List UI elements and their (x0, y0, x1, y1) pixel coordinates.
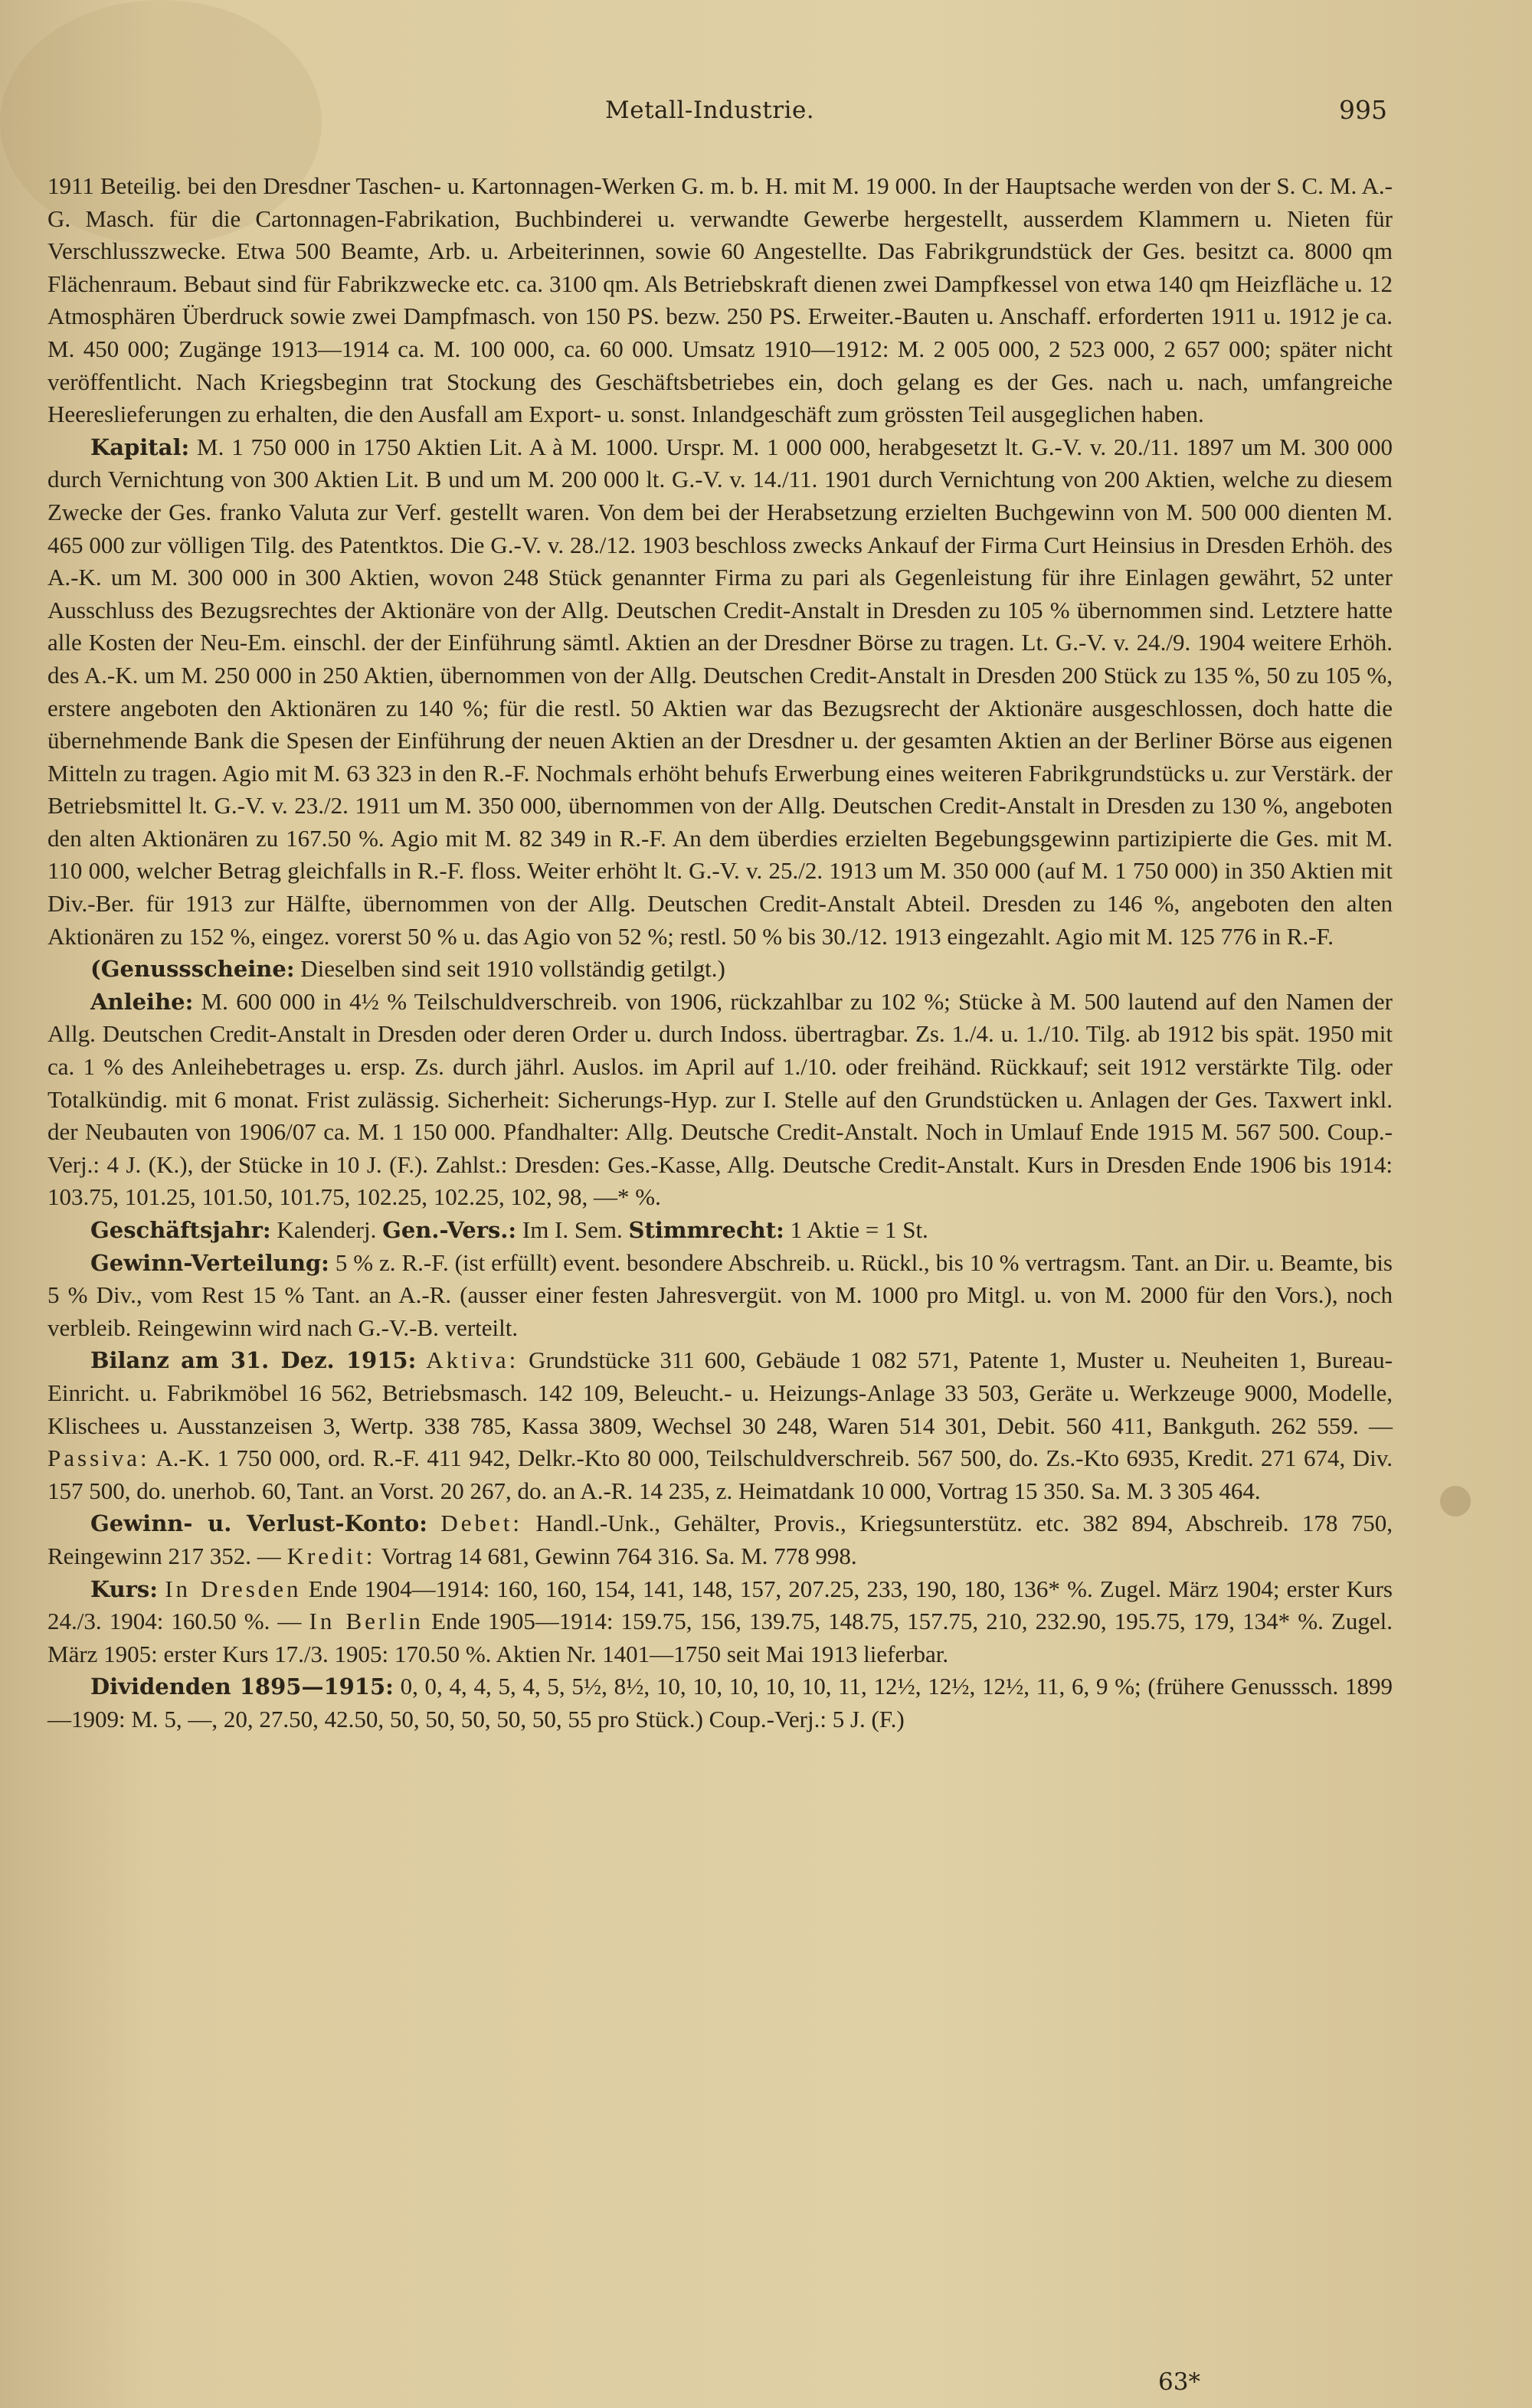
geschaeftsjahr-text: Kalenderj. (270, 1216, 383, 1243)
geschaeftsjahr-label: Geschäftsjahr: (90, 1217, 271, 1243)
kurs-dresden-word: In Dresden (165, 1575, 302, 1602)
genvers-text: Im I. Sem. (516, 1216, 629, 1243)
anleihe-paragraph (47, 986, 1393, 1214)
running-head (0, 97, 1532, 127)
genvers-label: Gen.-Vers.: (382, 1217, 517, 1243)
kapital-text: M. 1 750 000 in 1750 Aktien Lit. A à M. 1000. Urspr. M. 1 000 000, herabgesetzt lt. G.-V. v. 20./11. 1897 um M. 300 000 durch Vernichtung von 300 Aktien Lit. B und um M. 200 000 lt. G.-V. v. 14./11. 1901 durch Vernichtung von 200 Aktien, welche zu diesem Zwecke der Ges. franko Valuta zur Verf. gestellt waren. Von dem bei der Herabsetzung erzielten Buchgewinn von M. 500 000 dienten M. 465 000 zur völligen Tilg. des Patentktos. Die G.-V. v. 28./12. 1903 beschloss zwecks Ankauf der Firma Curt Heinsius in Dresden Erhöh. des A.-K. um M. 300 000 in 300 Aktien, wovon 248 Stück genannter Firma zu pari als Gegenleistung für ihre Einlagen gewährt, 52 unter Ausschluss des Bezugsrechtes der Aktionäre von der Allg. Deutschen Credit-Anstalt in Dresden zu 105 % übernommen sind. Letztere hatte alle Kosten der Neu-Em. einschl. der der Einführung sämtl. Aktien an der Dresdner Börse zu tragen. Lt. G.-V. v. 24./9. 1904 weitere Erhöh. des A.-K. um M. 250 000 in 250 Aktien, übernommen von der Allg. Deutschen Credit-Anstalt in Dresden 200 Stück zu 135 %, 50 zu 105 %, erstere angeboten den Aktionären zu 140 %; für die restl. 50 Aktien war das Bezugsrecht der Aktionäre ausgeschlossen, doch hatte die übernehmende Bank die Spesen der Einführung der neuen Aktien an der Dresdner u. der gesamten Aktien an der Berliner Börse aus eigenen Mitteln zu tragen. Agio mit M. 63 323 in den R.-F. Nochmals erhöht behufs Erwerbung eines weiteren Fabrikgrundstücks u. zur Verstärk. der Betriebsmittel lt. G.-V. v. 23./2. 1911 um M. 350 000, übernommen von der Allg. Deutschen Credit-Anstalt in Dresden zu 130 %, angeboten den alten Aktionären zu 167.50 %. Agio mit M. 82 349 in R.-F. An dem überdies erzielten Begebungsgewinn partizipierte die Ges. mit M. 110 000, welcher Betrag gleichfalls in R.-F. floss. Weiter erhöht lt. G.-V. v. 25./2. 1913 um M. 350 000 (auf M. 1 750 000) in 350 Aktien mit Div.-Ber. für 1913 zur Hälfte, übernommen von der Allg. Deutschen Credit-Anstalt Abteil. Dresden zu 146 %, angeboten den alten Aktionären zu 152 %, eingez. vorerst 50 % u. das Agio von 52 %; restl. 50 % bis 30./12. 1913 eingezahlt. Agio mit M. 125 776 in R.-F. (47, 433, 1393, 950)
kapital-label: Kapital: (90, 434, 190, 460)
genussscheine-text: Dieselben sind seit 1910 vollständig getilgt.) (294, 955, 725, 983)
stimmrecht-text: 1 Aktie = 1 St. (784, 1216, 928, 1243)
kurs-paragraph (47, 1573, 1393, 1671)
kurs-dresden-text: Ende 1904—1914: 160, 160, 154, 141, 148, 157, 207.25, 233, 190, 180, 136* %. Zugel. März 1904; erster Kurs 24./3. 1904: 160.50 %. — (47, 1575, 1393, 1635)
gewinn-verteilung-label: Gewinn-Verteilung: (90, 1249, 329, 1276)
bilanz-aktiva-word: Aktiva: (426, 1346, 519, 1374)
guv-label: Gewinn- u. Verlust-Konto: (90, 1510, 427, 1537)
meta-paragraph (47, 1214, 1393, 1247)
genussscheine-label: (Genussscheine: (90, 956, 295, 983)
body-text (47, 170, 1393, 1736)
running-title: Metall-Industrie. (605, 97, 815, 124)
dividenden-paragraph (47, 1670, 1393, 1736)
anleihe-text: M. 600 000 in 4½ % Teilschuldverschreib. von 1906, rückzahlbar zu 102 %; Stücke à M. 500 lautend auf den Namen der Allg. Deutschen Credit-Anstalt in Dresden oder deren Order u. durch Indoss. übertragbar. Zs. 1./4. u. 1./10. Tilg. ab 1912 bis spät. 1950 mit ca. 1 % des Anleihebetrages u. ersp. Zs. durch jährl. Auslos. im April auf 1./10. oder freihänd. Rückkauf; seit 1912 verstärkte Tilg. oder Totalkündig. mit 6 monat. Frist zulässig. Sicherheit: Sicherungs-Hyp. zur I. Stelle auf den Grundstücken u. Anlagen der Ges. Taxwert inkl. der Neubauten von 1906/07 ca. M. 1 150 000. Pfandhalter: Allg. Deutsche Credit-Anstalt. Noch in Umlauf Ende 1915 M. 567 500. Coup.-Verj.: 4 J. (K.), der Stücke in 10 J. (F.). Zahlst.: Dresden: Ges.-Kasse, Allg. Deutsche Credit-Anstalt. Kurs in Dresden Ende 1906 bis 1914: 103.75, 101.25, 101.50, 101.75, 102.25, 102.25, 102, 98, —* %. (47, 987, 1393, 1211)
guv-debet-text: Handl.-Unk., Gehälter, Provis., Kriegsunterstütz. etc. 382 894, Abschreib. 178 750, Reingewinn 217 352. — (47, 1510, 1393, 1569)
kurs-berlin-text: Ende 1905—1914: 159.75, 156, 139.75, 148.75, 157.75, 210, 232.90, 195.75, 179, 134* %. Zugel. März 1905: erster Kurs 17./3. 1905: 170.50 %. Aktien Nr. 1401—1750 seit Mai 1913 lieferbar. (47, 1608, 1393, 1667)
guv-kredit-text: Vortrag 14 681, Gewinn 764 316. Sa. M. 778 998. (375, 1542, 857, 1569)
ink-spot (1440, 1486, 1471, 1516)
gewinn-verteilung-text: 5 % z. R.-F. (ist erfüllt) event. besondere Abschreib. u. Rückl., bis 10 % vertragsm. Tant. an Dir. u. Beamte, bis 5 % Div., vom Rest 15 % Tant. an A.-R. (ausser einer festen Jahresvergüt. von M. 1000 pro Mitgl. u. von M. 2000 für den Vors.), noch verbleib. Reingewinn wird nach G.-V.-B. verteilt. (47, 1248, 1393, 1341)
intro-paragraph: 1911 Beteilig. bei den Dresdner Taschen- u. Kartonnagen-Werken G. m. b. H. mit M. 19 000. In der Hauptsache werden von der S. C. M. A.-G. Masch. für die Cartonnagen-Fabrikation, Buchbinderei u. verwandte Gewerbe hergestellt, ausserdem Klammern u. Nieten für Verschlusszwecke. Etwa 500 Beamte, Arb. u. Arbeiterinnen, sowie 60 Angestellte. Das Fabrikgrundstück der Ges. besitzt ca. 8000 qm Flächenraum. Bebaut sind für Fabrikzwecke etc. ca. 3100 qm. Als Betriebskraft dienen zwei Dampfkessel von etwa 140 qm Heizfläche u. 12 Atmosphären Überdruck sowie zwei Dampfmasch. von 150 PS. bezw. 250 PS. Erweiter.-Bauten u. Anschaff. erforderten 1911 u. 1912 je ca. M. 450 000; Zugänge 1913—1914 ca. M. 100 000, ca. 60 000. Umsatz 1910—1912: M. 2 005 000, 2 523 000, 2 657 000; später nicht veröffentlicht. Nach Kriegsbeginn trat Stockung des Geschäftsbetriebes ein, doch gelang es der Ges. nach u. nach, umfangreiche Heereslieferungen zu erhalten, die den Ausfall am Export- u. sonst. Inlandgeschäft zum grössten Teil ausgeglichen haben. (47, 172, 1393, 428)
genussscheine-paragraph (47, 953, 1393, 986)
stimmrecht-label: Stimmrecht: (628, 1217, 784, 1243)
bilanz-passiva-word: Passiva: (47, 1444, 150, 1472)
bilanz-paragraph (47, 1344, 1393, 1507)
guv-kredit-word: Kredit: (286, 1542, 376, 1569)
kapital-paragraph (47, 431, 1393, 954)
printer-signature: 63* (1158, 2368, 1200, 2396)
dividenden-text: 0, 0, 4, 4, 5, 4, 5, 5½, 8½, 10, 10, 10, 10, 10, 11, 12½, 12½, 12½, 11, 6, 9 %; (frühere Genusssch. 1899—1909: M. 5, —, 20, 27.50, 42.50, 50, 50, 50, 50, 50, 55 pro Stück.) Coup.-Verj.: 5 J. (F.) (47, 1673, 1393, 1732)
bilanz-aktiva-text: Grundstücke 311 600, Gebäude 1 082 571, Patente 1, Muster u. Neuheiten 1, Bureau-Einricht. u. Fabrikmöbel 16 562, Betriebsmasch. 142 109, Beleucht.- u. Heizungs-Anlage 33 503, Geräte u. Werkzeuge 9000, Modelle, Klischees u. Ausstanzeisen 3, Wertp. 338 785, Kassa 3809, Wechsel 30 248, Waren 514 301, Debit. 560 411, Bankguth. 262 559. — (47, 1346, 1393, 1439)
kurs-berlin-word: In Berlin (309, 1608, 424, 1635)
bilanz-passiva-text: A.-K. 1 750 000, ord. R.-F. 411 942, Delkr.-Kto 80 000, Teilschuldverschreib. 567 500, do. Zs.-Kto 6935, Kredit. 271 674, Div. 157 500, do. unerhob. 60, Tant. an Vorst. 20 267, do. an A.-R. 14 235, z. Heimatdank 10 000, Vortrag 15 350. Sa. M. 3 305 464. (47, 1444, 1393, 1504)
guv-debet-word: Debet: (440, 1510, 522, 1537)
anleihe-label: Anleihe: (90, 988, 194, 1015)
guv-paragraph (47, 1507, 1393, 1572)
dividenden-label: Dividenden 1895—1915: (90, 1673, 394, 1700)
bilanz-label: Bilanz am 31. Dez. 1915: (90, 1347, 417, 1374)
gewinn-verteilung-paragraph (47, 1247, 1393, 1345)
page-number: 995 (1339, 95, 1387, 125)
kurs-label: Kurs: (90, 1575, 158, 1602)
